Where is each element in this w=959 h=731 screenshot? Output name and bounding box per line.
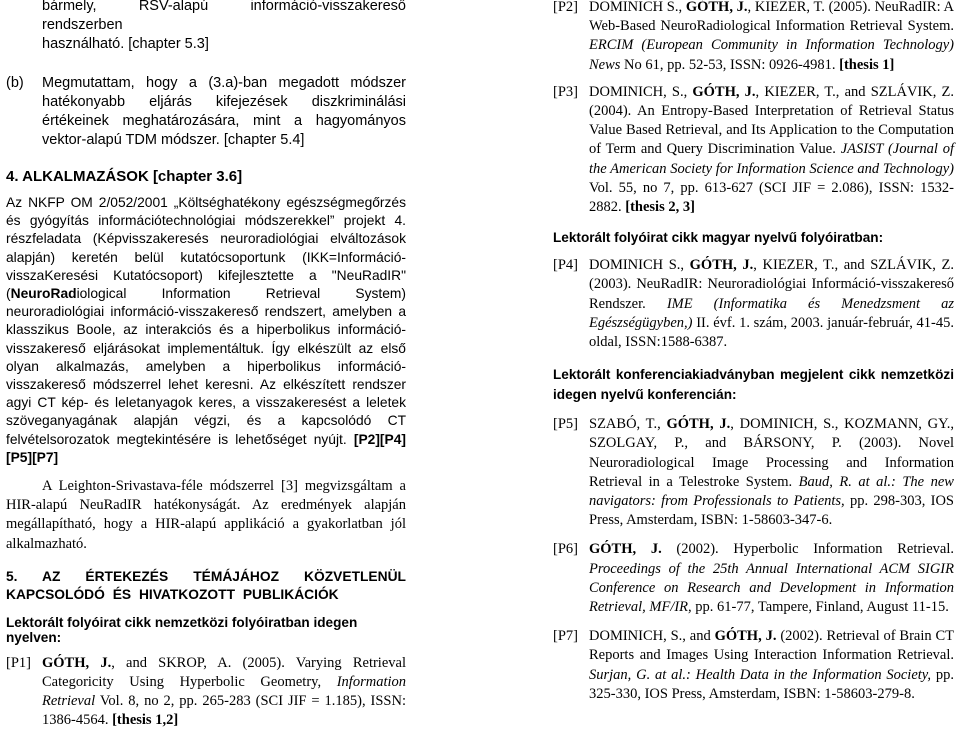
p1-author-goth: GÓTH, J. [42,654,112,671]
continued-line-2: használható. [chapter 5.3] [42,36,209,52]
p2-author-goth: GÓTH, J. [685,0,748,15]
p7-details: pp. 325-330, IOS Press, Amsterdam, ISBN: 1-58603-279-8. [589,666,954,702]
publication-p5 [553,415,954,530]
p6-details: pp. 61-77, Tampere, Finland, August 11-15. [691,599,949,616]
section-5-heading: 5. AZ ÉRTEKEZÉS TÉMÁJÁHOZ KÖZVETLENÜL KAPCSOLÓDÓ ÉS HIVATKOZOTT PUBLIKÁCIÓK [6,568,406,602]
p2-authors: DOMINICH S., [589,0,686,15]
p7-authors: DOMINICH, S., and [589,628,715,645]
p2-id: [P2] [553,0,578,15]
p4-author-goth: GÓTH, J. [689,257,754,274]
p5-venue: Baud, R. at al.: The new navigators: from Professionals to Patients, [589,473,954,510]
subheading-international-conference: Lektorált konferenciakiadványban megjelent cikk nemzetközi idegen nyelvű konferencián: [553,367,954,402]
p7-authors-rest: (2002). Retrieval of Brain CT Reports and Images Using Interaction Information Retrieval. [589,628,955,664]
item-b-label: (b) [6,75,24,91]
p3-venue: JASIST (Journal of the American Society for Information Science and Technology) [589,141,954,177]
neuro-bold: Neuro [10,286,51,302]
p7-id: [P7] [553,628,578,645]
body1-references: [P2][P4][P5][P7] [6,431,406,465]
p6-authors-rest: (2002). Hyperbolic Information Retrieval. [661,541,954,558]
right-column [553,0,954,704]
p3-id: [P3] [553,83,578,100]
p2-venue: ERCIM (European Community in Information Technology) News [589,37,954,73]
p5-authors: SZABÓ, T., [589,416,667,433]
p5-id: [P5] [553,416,578,433]
item-b [6,74,406,150]
body1-rest: Így elkészült az első olyan alkalmazás, amelyben a hiperbolikus információ-visszakereső módszerrel lehet keresni. Az elkészített rendszer agyi CT kép- és leletanyagok keres, a visszakeresést a leletek szöveganyagának alapján végzi, és a kapcsolódó CT felvételsorozatok megtekintésére is lehetőséget nyújt. [6,340,406,447]
p3-thesis: [thesis 2, 3] [625,199,695,216]
p1-thesis: [thesis 1,2] [112,712,179,729]
p6-author-goth: GÓTH, J. [589,541,662,558]
p6-id: [P6] [553,541,578,558]
body1-middle: iological Information Retrieval System) neuroradiológiai információ-visszakereső rendszert, amelyben a klasszikus Boole, az interakciós és a hiperbolikus információ-visszakereső eljárásokat implementáltuk. [6,286,406,356]
p6-venue: Proceedings of the 25th Annual International ACM SIGIR Conference on Research and Development in Information Retrieval, MF/IR, [589,560,954,616]
p1-id: [P1] [6,654,31,671]
p2-details: No 61, pp. 52-53, ISSN: 0926-4981. [620,56,840,73]
item-b-text: Megmutattam, hogy a (3.a)-ban megadott módszer hatékonyabb eljárás kifejezések diszkriminálási értékeinek meghatározására, mint a hagyományos vektor-alapú TDM módszer. [chapter 5.4] [42,75,406,148]
p4-details: II. évf. 1. szám, 2003. január-február, 41-45. oldal, ISSN:1588-6387. [589,314,954,351]
p7-venue: Surjan, G. at al.: Health Data in the Information Society, [589,666,932,683]
section-4-body-2: A Leighton-Srivastava-féle módszerrel [3] megvizsgáltam a HIR-alapú NeuRadIR hatékonyságát. Az eredmények alapján megállapítható, hogy a HIR-alapú applikáció a gyakorlatban jól alkalmazható. [6,478,406,552]
publication-p1 [6,654,406,731]
p3-authors-rest: , KIEZER, T., and SZLÁVIK, Z. (2004). An Entropy-Based Interpretation of Retrieval Status Value Based Retrieval, and Its Application to the Computation of Term and Query Discrimination Value. [589,83,954,158]
p2-authors-rest: , KIEZER, T. (2005). NeuRadIR: A Web-Based NeuroRadiological Information Retrieval System. [589,0,954,35]
p1-authors-rest: , and SKROP, A. (2005). Varying Retrieval Categoricity Using Hyperbolic Geometry, [42,654,406,691]
p5-details: pp. 298-303, IOS Press, Amsterdam, ISBN: 1-58603-347-6. [589,493,954,529]
continued-line-1: bármely, RSV-alapú információ-visszakereső rendszerben [42,0,406,33]
publication-p2 [553,0,954,75]
left-column [6,0,406,731]
publication-p4 [553,256,954,352]
subheading-international-journal: Lektorált folyóirat cikk nemzetközi folyóiratban idegen nyelven: [6,614,358,645]
p3-details: Vol. 55, no 7, pp. 613-627 (SCI JIF = 2.086), ISSN: 1532-2882. [589,179,954,216]
body1-before: Az NKFP OM 2/052/2001 „Költséghatékony egészségmegőrzés és gyógyítás információtechnológiai módszerekkel” projekt 4. részfeladata (Képvisszakeresés neuroradiológiai elváltozások alapján) keretén belül kutatócsoportunk (IKK=Információ-visszaKeresési Kutatócsoport) kifejlesztette a "NeuRadIR" ( [6,195,406,302]
p5-authors-rest: , DOMINICH, S., KOZMANN, GY., SZOLGAY, P., and BÁRSONY, P. (2003). Novel Neuroradiological Image Processing and Information Retrieval in a Telestroke System. [589,416,954,490]
p5-author-goth: GÓTH, J. [666,416,731,433]
p4-id: [P4] [553,257,578,274]
subheading-hungarian-journal: Lektorált folyóirat cikk magyar nyelvű folyóiratban: [553,230,884,246]
p4-authors: DOMINICH S., [589,257,690,274]
p3-author-goth: GÓTH, J. [692,83,756,100]
continued-item-a [42,0,406,54]
publication-p6 [553,540,954,617]
p1-journal: Information Retrieval [42,674,406,710]
p2-thesis: [thesis 1] [839,56,895,73]
p3-authors: DOMINICH, S., [589,83,693,100]
p4-venue: IME (Informatika és Menedzsment az Egészségügyben,) [589,295,955,331]
publication-p7 [553,627,954,704]
rad-bold: Rad [50,286,77,302]
p1-details: Vol. 8, no 2, pp. 265-283 (SCI JIF = 1.185), ISSN: 1386-4564. [42,693,406,729]
p4-authors-rest: , KIEZER, T., and SZLÁVIK, Z. (2003). NeuRadIR: Neuroradiológiai Információ-visszakereső Rendszer. [589,257,954,312]
section-4-body [6,194,406,467]
section-4-heading: 4. ALKALMAZÁSOK [chapter 3.6] [6,168,243,185]
publication-p3 [553,83,954,217]
p7-author-goth: GÓTH, J. [714,628,777,645]
